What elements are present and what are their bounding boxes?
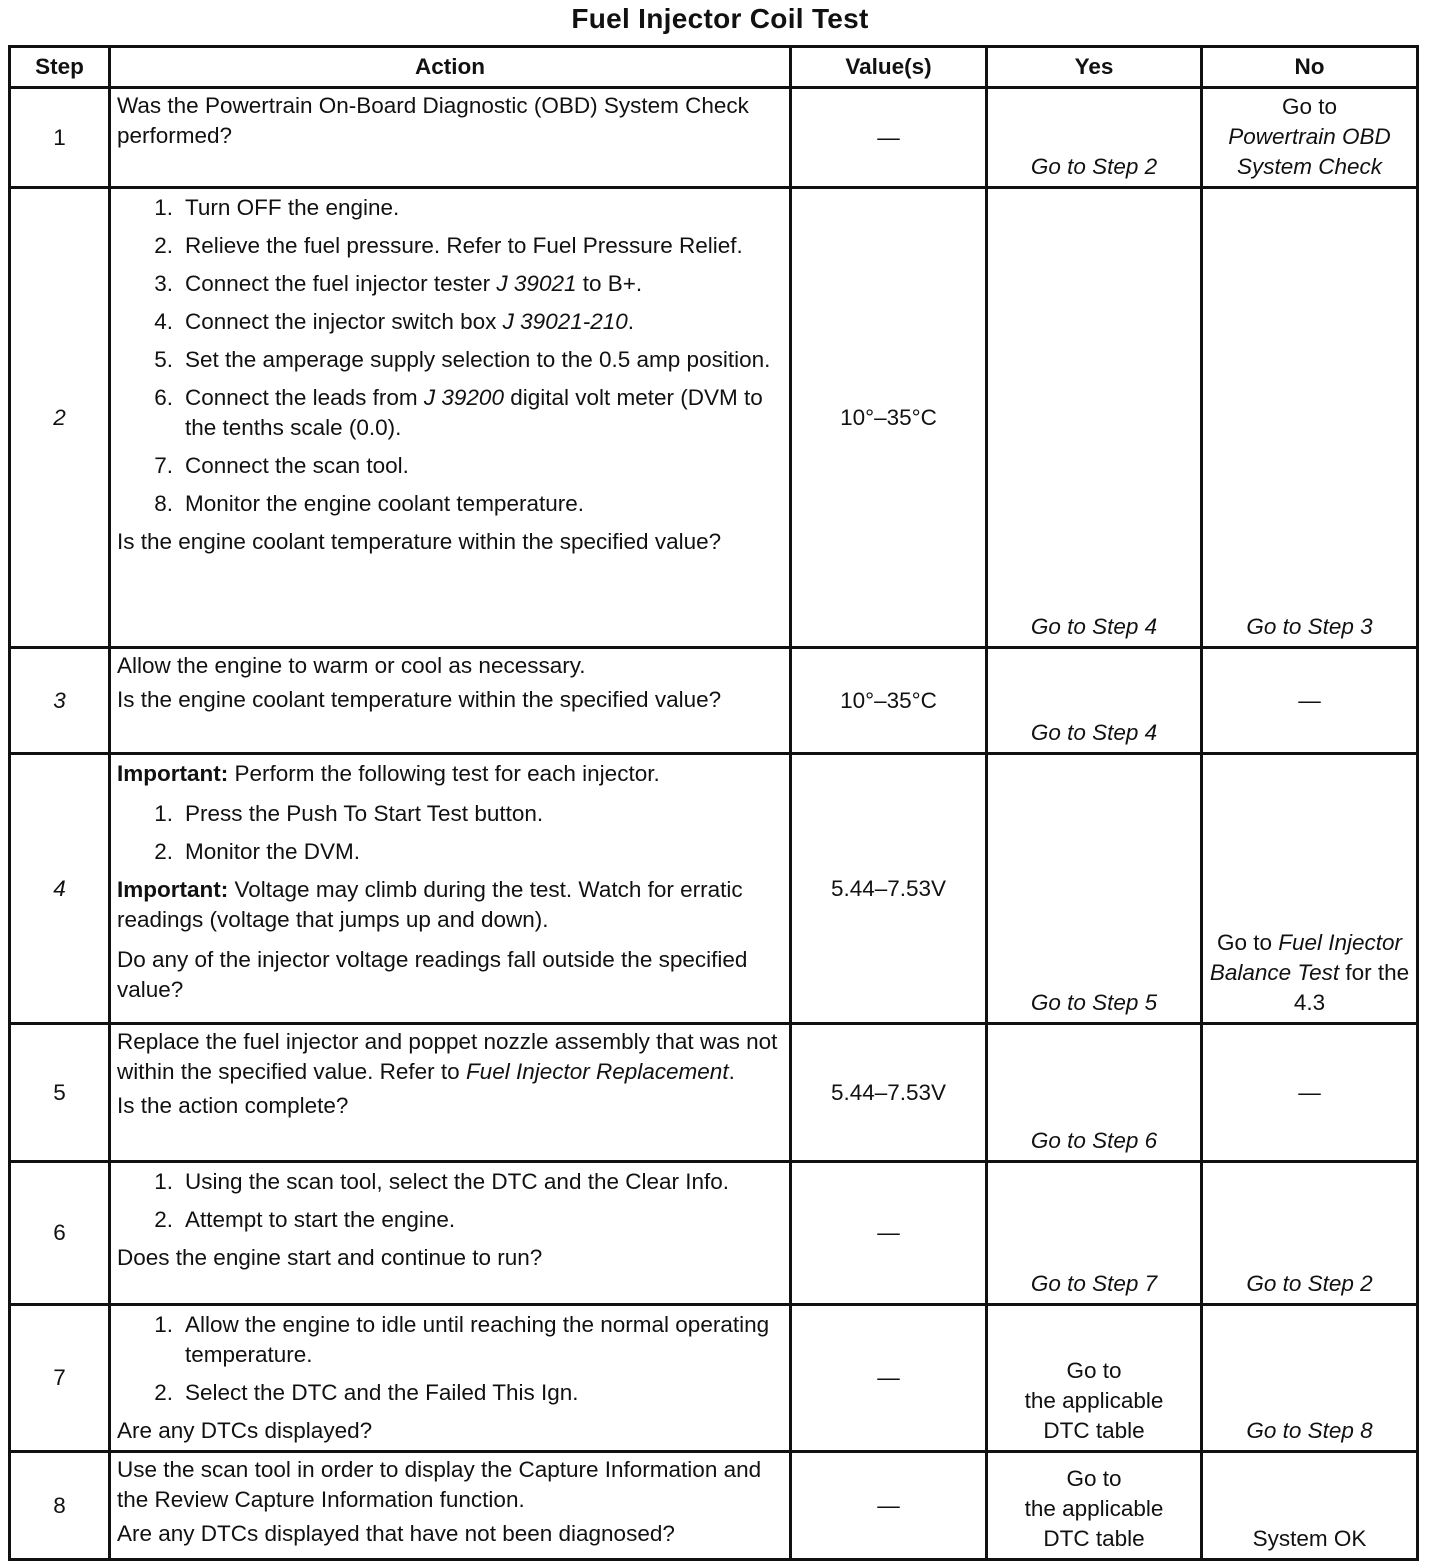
tool-reference: J 39021 <box>496 271 577 296</box>
no-cell: — <box>1202 1024 1418 1162</box>
list-item: 2. Monitor the DVM. <box>154 839 361 864</box>
tool-reference: J 39200 <box>423 385 504 410</box>
action-cell <box>110 1452 791 1560</box>
no-link: Fuel Injector Balance Test <box>1209 930 1403 985</box>
step-number: 7 <box>10 1305 110 1452</box>
action-question: Is the action complete? <box>117 1093 349 1118</box>
yes-cell <box>987 188 1202 648</box>
yes-cell <box>987 1024 1202 1162</box>
yes-link: Go to Step 5 <box>1030 990 1158 1015</box>
list-item: 2. Select the DTC and the Failed This Ign. <box>154 1380 579 1405</box>
step-number: 3 <box>10 648 110 754</box>
value-cell: 5.44–7.53V <box>791 1024 987 1162</box>
no-cell <box>1202 1305 1418 1452</box>
important-note: Important: Voltage may climb during the test. Watch for erratic readings (voltage that jumps up and down). <box>117 877 743 932</box>
diagnostic-table <box>8 45 1419 1561</box>
value-cell: — <box>791 1452 987 1560</box>
action-cell <box>110 188 791 648</box>
table-row <box>10 1452 1418 1560</box>
action-text: Use the scan tool in order to display the Capture Information and the Review Capture Information function. <box>117 1457 762 1512</box>
list-item: 3. Connect the fuel injector tester J 39021 to B+. <box>154 271 643 296</box>
yes-text: DTC table <box>1043 1418 1145 1443</box>
header-no: No <box>1202 47 1418 88</box>
table-row <box>10 1305 1418 1452</box>
list-item: 7. Connect the scan tool. <box>154 453 409 478</box>
list-item: 1. Allow the engine to idle until reaching the normal operating temperature. <box>154 1312 770 1367</box>
tool-reference: J 39021-210 <box>502 309 628 334</box>
yes-text: the applicable <box>1024 1388 1164 1413</box>
step-number: 4 <box>10 754 110 1024</box>
header-values: Value(s) <box>791 47 987 88</box>
action-question: Is the engine coolant temperature within the specified value? <box>117 687 722 712</box>
header-action: Action <box>110 47 791 88</box>
list-item: 8. Monitor the engine coolant temperature. <box>154 491 584 516</box>
yes-text: DTC table <box>1043 1526 1145 1551</box>
step-number: 5 <box>10 1024 110 1162</box>
step-number: 6 <box>10 1162 110 1305</box>
action-list <box>117 1167 783 1235</box>
value-cell: — <box>791 88 987 188</box>
header-yes: Yes <box>987 47 1202 88</box>
action-text: Allow the engine to warm or cool as necessary. <box>117 653 586 678</box>
step-number: 1 <box>10 88 110 188</box>
action-question: Was the Powertrain On-Board Diagnostic (OBD) System Check performed? <box>117 93 749 148</box>
step-number: 8 <box>10 1452 110 1560</box>
important-label: Important: <box>117 761 229 786</box>
important-label: Important: <box>117 877 229 902</box>
action-cell <box>110 754 791 1024</box>
action-question: Do any of the injector voltage readings fall outside the specified value? <box>117 947 748 1002</box>
yes-cell <box>987 1305 1202 1452</box>
table-row <box>10 1162 1418 1305</box>
no-text: System OK <box>1252 1526 1367 1551</box>
table-row <box>10 188 1418 648</box>
no-link: Go to Step 2 <box>1246 1271 1373 1296</box>
yes-link: Go to Step 7 <box>1030 1271 1158 1296</box>
value-cell: 10°–35°C <box>791 188 987 648</box>
value-cell: — <box>791 1305 987 1452</box>
table-row <box>10 648 1418 754</box>
no-link: Go to Step 3 <box>1246 614 1373 639</box>
table-row <box>10 1024 1418 1162</box>
list-item: 4. Connect the injector switch box J 39021-210. <box>154 309 635 334</box>
yes-link: Go to Step 4 <box>1030 614 1158 639</box>
yes-cell <box>987 88 1202 188</box>
value-cell: 5.44–7.53V <box>791 754 987 1024</box>
yes-link: Go to Step 2 <box>1030 154 1158 179</box>
action-cell <box>110 648 791 754</box>
no-link: Powertrain OBD System Check <box>1228 124 1391 179</box>
list-item: 5. Set the amperage supply selection to the 0.5 amp position. <box>154 347 771 372</box>
action-list <box>117 799 783 867</box>
table-header-row <box>10 47 1418 88</box>
table-row <box>10 88 1418 188</box>
action-cell <box>110 88 791 188</box>
no-cell <box>1202 1162 1418 1305</box>
yes-text: Go to <box>1066 1466 1122 1491</box>
list-item: 2. Relieve the fuel pressure. Refer to Fuel Pressure Relief. <box>154 233 743 258</box>
no-cell: Go to Fuel Injector Balance Test for the 4.3 <box>1202 754 1418 1024</box>
yes-cell <box>987 754 1202 1024</box>
action-question: Does the engine start and continue to run? <box>117 1245 543 1270</box>
action-text: Replace the fuel injector and poppet nozzle assembly that was not within the specified value. Refer to Fuel Injector Replacement. <box>117 1029 778 1084</box>
action-list <box>117 1310 783 1408</box>
action-cell <box>110 1024 791 1162</box>
list-item: 6. Connect the leads from J 39200 digital volt meter (DVM to the tenths scale (0.0). <box>154 385 763 440</box>
yes-cell <box>987 648 1202 754</box>
value-cell: 10°–35°C <box>791 648 987 754</box>
value-cell: — <box>791 1162 987 1305</box>
page-title: Fuel Injector Coil Test <box>571 3 869 34</box>
action-list <box>117 193 783 519</box>
no-link: Go to Step 8 <box>1246 1418 1373 1443</box>
step-number: 2 <box>10 188 110 648</box>
list-item: 1. Using the scan tool, select the DTC and the Clear Info. <box>154 1169 730 1194</box>
yes-text: Go to <box>1066 1358 1122 1383</box>
no-cell <box>1202 188 1418 648</box>
yes-link: Go to Step 6 <box>1030 1128 1158 1153</box>
yes-text: the applicable <box>1024 1496 1164 1521</box>
important-note: Important: Perform the following test for each injector. <box>117 761 660 786</box>
procedure-reference: Fuel Injector Replacement <box>465 1059 729 1084</box>
no-text: Go to <box>1281 94 1338 119</box>
action-cell <box>110 1305 791 1452</box>
no-cell: — <box>1202 648 1418 754</box>
table-row <box>10 754 1418 1024</box>
no-cell <box>1202 88 1418 188</box>
list-item: 1. Turn OFF the engine. <box>154 195 400 220</box>
list-item: 1. Press the Push To Start Test button. <box>154 801 544 826</box>
list-item: 2. Attempt to start the engine. <box>154 1207 456 1232</box>
action-question: Are any DTCs displayed? <box>117 1418 373 1443</box>
yes-cell <box>987 1162 1202 1305</box>
yes-link: Go to Step 4 <box>1030 720 1158 745</box>
no-cell <box>1202 1452 1418 1560</box>
action-cell <box>110 1162 791 1305</box>
action-question: Is the engine coolant temperature within the specified value? <box>117 529 722 554</box>
action-question: Are any DTCs displayed that have not been diagnosed? <box>117 1521 675 1546</box>
header-step: Step <box>10 47 110 88</box>
yes-cell <box>987 1452 1202 1560</box>
